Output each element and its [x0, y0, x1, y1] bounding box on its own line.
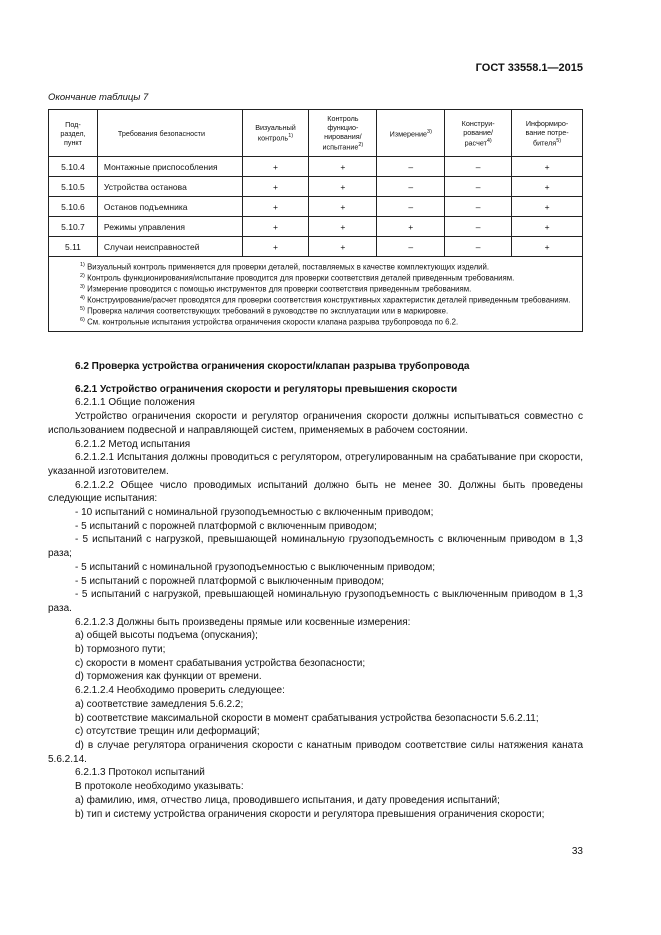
table-caption: Окончание таблицы 7 — [48, 92, 149, 103]
list-item: - 5 испытаний с нагрузкой, превышающей номинальную грузоподъемность с выключенным приводом в 1,3 раза. — [48, 589, 583, 614]
table-note: $^{4)}$ Конструирование/расчет проводятся для проверки соответствия конструктивных характеристик деталей приведенным требованиям. — [80, 295, 571, 305]
header-function: Контроль функцио- нирования/ испытание$^{2)}$ — [309, 110, 377, 157]
cell-measurement: – — [377, 157, 445, 177]
cell-design: – — [445, 197, 512, 217]
cell-function: + — [309, 217, 377, 237]
cell-info: + — [512, 237, 583, 257]
list-item: - 5 испытаний с порожней платформой с включенным приводом; — [75, 520, 377, 532]
row-requirement: Режимы управления — [97, 217, 242, 237]
header-subsection: Под- раздел, пункт — [49, 110, 98, 157]
cell-info: + — [512, 177, 583, 197]
table-row — [49, 237, 583, 257]
header-info: Информиро- вание потре- бителя$^{5)}$ — [512, 110, 583, 157]
header-requirements: Требования безопасности — [97, 110, 242, 157]
row-number: 5.10.7 — [49, 217, 98, 237]
clause-title: 6.2.1.1 Общие положения — [75, 397, 195, 409]
row-number: 5.10.5 — [49, 177, 98, 197]
table-notes-row — [49, 257, 583, 332]
header-measurement: Измерение$^{3)}$ — [377, 110, 445, 157]
list-item: - 5 испытаний с номинальной грузоподъемностью с выключенным приводом; — [75, 561, 436, 573]
list-item: - 5 испытаний с нагрузкой, превышающей номинальную грузоподъемность с включенным приводом в 1,3 раза; — [48, 534, 583, 560]
document-body — [48, 360, 583, 821]
paragraph: 6.2.1.2.4 Необходимо проверить следующее: — [75, 685, 285, 697]
cell-visual: + — [242, 177, 309, 197]
subsection-heading: 6.2.1 Устройство ограничения скорости и регуляторы превышения скорости — [75, 383, 458, 395]
list-item: d) в случае регулятора ограничения скорости с канатным приводом соответствие силы натяжения каната 5.6.2.14. — [48, 739, 583, 765]
row-number: 5.11 — [49, 237, 98, 257]
list-item: b) тип и систему устройства ограничения скорости и регулятора превышения ограничения скорости; — [75, 808, 545, 820]
cell-info: + — [512, 217, 583, 237]
table-row — [49, 157, 583, 177]
cell-function: + — [309, 197, 377, 217]
cell-visual: + — [242, 217, 309, 237]
cell-info: + — [512, 157, 583, 177]
row-requirement: Устройства останова — [97, 177, 242, 197]
table-header-row — [49, 110, 583, 157]
row-requirement: Монтажные приспособления — [97, 157, 242, 177]
safety-requirements-table — [48, 109, 583, 332]
table-notes — [49, 257, 583, 332]
cell-function: + — [309, 237, 377, 257]
table-note: $^{6)}$ См. контрольные испытания устройства ограничения скорости клапана разрыва трубопровода по 6.2. — [80, 317, 459, 327]
list-item: а) общей высоты подъема (опускания); — [75, 630, 258, 642]
list-item: а) соответствие замедления 5.6.2.2; — [75, 698, 244, 710]
cell-design: – — [445, 217, 512, 237]
row-number: 5.10.6 — [49, 197, 98, 217]
cell-function: + — [309, 157, 377, 177]
document-code: ГОСТ 33558.1—2015 — [475, 62, 583, 74]
list-item: d) торможения как функции от времени. — [75, 671, 262, 683]
clause-title: 6.2.1.3 Протокол испытаний — [75, 767, 205, 779]
cell-design: – — [445, 157, 512, 177]
cell-visual: + — [242, 237, 309, 257]
page-number: 33 — [571, 846, 583, 857]
cell-measurement: – — [377, 177, 445, 197]
header-visual: Визуальный контроль$^{1)}$ — [242, 110, 309, 157]
cell-visual: + — [242, 197, 309, 217]
cell-design: – — [445, 177, 512, 197]
paragraph: 6.2.1.2.3 Должны быть произведены прямые или косвенные измерения: — [75, 616, 411, 628]
table-note: $^{3)}$ Измерение проводится с помощью инструментов для проверки соответствия приведенным требованиям. — [80, 284, 472, 294]
list-item: а) фамилию, имя, отчество лица, проводившего испытания, и дату проведения испытаний; — [75, 794, 500, 806]
cell-measurement: – — [377, 237, 445, 257]
table-note: $^{1)}$ Визуальный контроль применяется для проверки деталей, поставляемых в качестве комплектующих изделий. — [80, 262, 490, 272]
header-design: Конструи- рование/ расчет$^{4)}$ — [445, 110, 512, 157]
row-number: 5.10.4 — [49, 157, 98, 177]
list-item: с) отсутствие трещин или деформаций; — [75, 726, 260, 738]
list-item: - 5 испытаний с порожней платформой с выключенным приводом; — [75, 575, 385, 587]
table-note: $^{5)}$ Проверка наличия соответствующих требований в руководстве по эксплуатации или в маркировке. — [80, 306, 449, 316]
list-item: b) соответствие максимальной скорости в момент срабатывания устройства безопасности 5.6.2.11; — [75, 712, 539, 724]
paragraph: Устройство ограничения скорости и регулятор ограничения скорости должны испытываться совместно с использованием подвесной и направляющей систем, применяемых в рабочем состоянии. — [48, 411, 583, 436]
cell-design: – — [445, 237, 512, 257]
cell-info: + — [512, 197, 583, 217]
cell-visual: + — [242, 157, 309, 177]
paragraph: В протоколе необходимо указывать: — [75, 781, 244, 793]
cell-measurement: + — [377, 217, 445, 237]
cell-measurement: – — [377, 197, 445, 217]
table-row — [49, 217, 583, 237]
paragraph: 6.2.1.2.1 Испытания должны проводиться с регулятором, отрегулированным на срабатывание при скорости, указанной изготовителем. — [48, 452, 583, 477]
clause-title: 6.2.1.2 Метод испытания — [75, 438, 191, 450]
table-row — [49, 197, 583, 217]
cell-function: + — [309, 177, 377, 197]
row-requirement: Случаи неисправностей — [97, 237, 242, 257]
paragraph: 6.2.1.2.2 Общее число проводимых испытаний должно быть не менее 30. Должны быть проведены следующие испытания: — [48, 479, 583, 505]
section-heading: 6.2 Проверка устройства ограничения скорости/клапан разрыва трубопровода — [75, 361, 470, 372]
list-item: b) тормозного пути; — [75, 644, 166, 656]
table-row — [49, 177, 583, 197]
list-item: с) скорости в момент срабатывания устройства безопасности; — [75, 657, 366, 669]
row-requirement: Останов подъемника — [97, 197, 242, 217]
list-item: - 10 испытаний с номинальной грузоподъемностью с включенным приводом; — [75, 507, 434, 519]
table-note: $^{2)}$ Контроль функционирования/испытание проводится для проверки соответствия деталей приведенным требованиям. — [80, 273, 515, 283]
